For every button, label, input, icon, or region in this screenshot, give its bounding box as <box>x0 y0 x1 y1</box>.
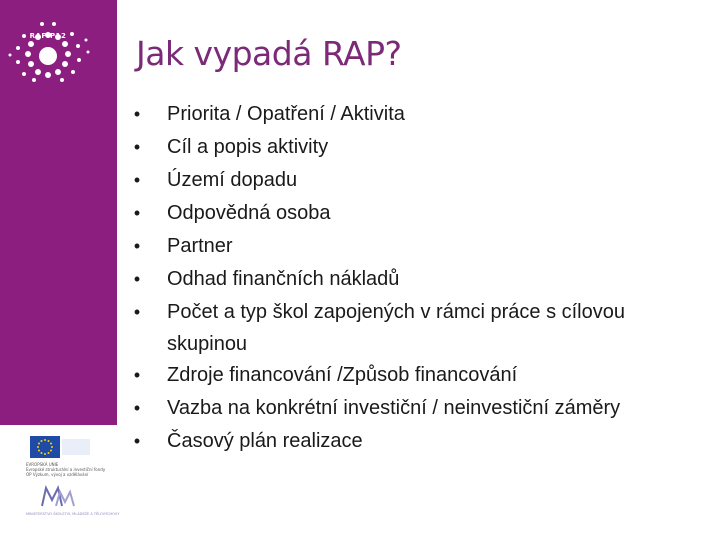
bullet-text: Území dopadu <box>167 169 298 191</box>
sidebar <box>0 0 120 540</box>
bullet-text: Odpovědná osoba <box>167 202 331 224</box>
bullet-text: Počet a typ škol zapojených v rámci práce s cílovou <box>167 301 625 323</box>
bullet-text-continuation: skupinou <box>167 333 248 355</box>
msmt-logo-icon <box>38 482 78 510</box>
bullet-text: Zdroje financování /Způsob financování <box>167 364 518 386</box>
bullet-icon: • <box>133 104 141 124</box>
list-item <box>130 392 705 425</box>
logo-text: RAP P12 <box>29 32 67 40</box>
bullet-icon: • <box>133 398 141 418</box>
msmt-text: MINISTERSTVO ŠKOLSTVÍ, MLÁDEŽE A TĚLOVÝCHOVY <box>26 512 120 516</box>
rap-p12-logo <box>6 12 106 84</box>
bullet-text: Priorita / Opatření / Aktivita <box>167 103 405 125</box>
list-item <box>130 359 705 392</box>
bullet-text: Partner <box>167 235 233 257</box>
bullet-text: Vazba na konkrétní investiční / neinvestiční záměry <box>167 397 621 419</box>
list-item <box>130 263 705 296</box>
list-item <box>130 425 705 458</box>
eu-flag-icon <box>30 436 92 458</box>
bullet-icon: • <box>133 203 141 223</box>
list-item <box>130 197 705 230</box>
bullet-icon: • <box>133 302 141 322</box>
bullet-text: Časový plán realizace <box>167 430 363 452</box>
list-item <box>130 230 705 263</box>
partner-logos <box>26 436 120 526</box>
bullet-text: Odhad finančních nákladů <box>167 268 400 290</box>
bullet-icon: • <box>133 365 141 385</box>
bullet-icon: • <box>133 170 141 190</box>
list-item <box>130 296 705 359</box>
sidebar-band <box>0 0 117 425</box>
bullet-text: Cíl a popis aktivity <box>167 136 329 158</box>
bullet-icon: • <box>133 269 141 289</box>
page-title: Jak vypadá RAP? <box>136 34 402 73</box>
list-item <box>130 98 705 131</box>
partner-text <box>26 462 106 477</box>
bullet-icon: • <box>133 431 141 451</box>
partner-line: Evropské strukturální a investiční fondy <box>26 467 106 472</box>
list-item <box>130 164 705 197</box>
bullet-icon: • <box>133 236 141 256</box>
partner-line: EVROPSKÁ UNIE <box>26 462 59 467</box>
partner-line: OP Výzkum, vývoj a vzdělávání <box>26 472 89 477</box>
bullet-list <box>130 98 705 458</box>
list-item <box>130 131 705 164</box>
bullet-icon: • <box>133 137 141 157</box>
